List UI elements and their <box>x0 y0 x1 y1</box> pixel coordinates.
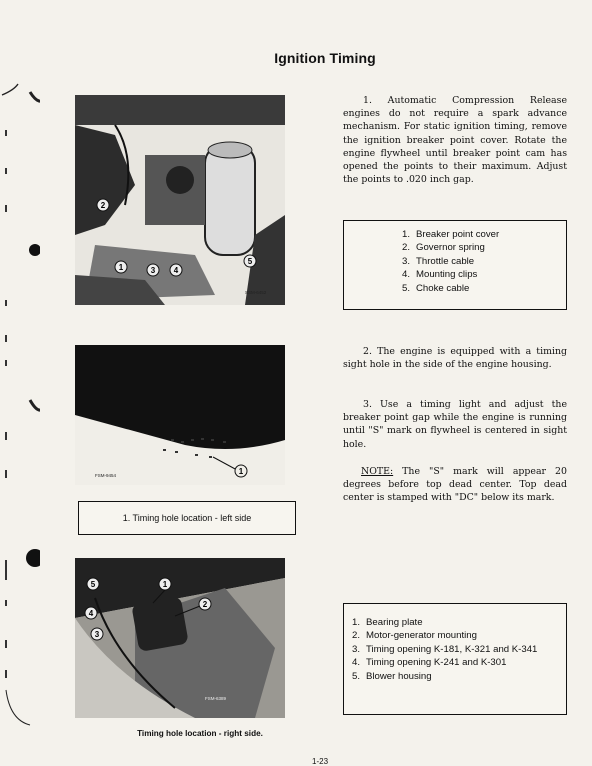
legend-item: 3. Timing opening K-181, K-321 and K-341 <box>351 643 538 655</box>
paragraph-step-2: 2. The engine is equipped with a timing sight hole in the side of the engine housing. <box>343 346 567 371</box>
legend-item: 4. Timing opening K-241 and K-301 <box>351 657 507 669</box>
svg-text:2: 2 <box>202 600 208 609</box>
legend-item: 1. Bearing plate <box>351 617 423 628</box>
svg-text:4: 4 <box>173 266 179 275</box>
paragraph-step-1: 1. Automatic Compression Release engines do not require a spark advance mechanism. For static ignition timing, remove the ignition breaker point cover. Rotate the engine flywheel until breaker point cam has opened the points to their maximum. Adjust the points to .020 inch gap. <box>343 95 567 186</box>
timing-hole-illustration <box>75 345 285 485</box>
timing-hole-right-illustration <box>75 558 285 718</box>
page-title: Ignition Timing <box>274 50 376 66</box>
caption-right-side: Timing hole location - right side. <box>137 729 263 738</box>
legend-item: 1. Breaker point cover <box>401 229 500 240</box>
caption-box-left-side: 1. Timing hole location - left side <box>78 501 296 535</box>
legend-item: 3. Throttle cable <box>401 255 475 267</box>
svg-text:5: 5 <box>247 257 253 266</box>
svg-text:3: 3 <box>150 266 156 275</box>
engine-illustration <box>75 95 285 305</box>
note-text: The "S" mark will appear 20 degrees before top dead center. Top dead center is stamped with "DC" below its mark. <box>343 466 567 504</box>
binder-margin-marks <box>0 0 40 765</box>
legend-item: 5. Blower housing <box>351 670 432 682</box>
photo-code: SSM-6452 <box>245 290 267 295</box>
legend-box-1 <box>343 220 567 310</box>
svg-text:1: 1 <box>238 467 244 476</box>
paragraph-step-3: 3. Use a timing light and adjust the breaker point gap while the engine is running until "S" mark on flywheel is centered in sight hole. <box>343 399 567 450</box>
svg-text:2: 2 <box>100 201 106 210</box>
svg-text:1: 1 <box>118 263 124 272</box>
note-paragraph <box>343 465 567 505</box>
svg-text:5: 5 <box>90 580 96 589</box>
photo-code: FSM-6389 <box>205 696 227 701</box>
legend-item: 4. Mounting clips <box>401 269 478 281</box>
legend-list-1 <box>394 228 566 295</box>
svg-text:3: 3 <box>94 630 100 639</box>
engine-photo-breaker-point <box>75 95 285 305</box>
engine-photo-timing-hole-right <box>75 558 285 718</box>
note-label: NOTE: <box>361 466 394 477</box>
legend-list-3 <box>344 616 554 683</box>
photo-code: FSM-9454 <box>95 473 117 478</box>
legend-item: 2. Governor spring <box>401 242 485 254</box>
engine-photo-timing-hole-left <box>75 345 285 485</box>
svg-text:4: 4 <box>88 609 94 618</box>
svg-text:1: 1 <box>162 580 168 589</box>
legend-item: 5. Choke cable <box>401 282 470 294</box>
page-number: 1-23 <box>312 757 329 766</box>
legend-box-3 <box>343 603 567 715</box>
legend-item: 2. Motor-generator mounting <box>351 630 477 642</box>
